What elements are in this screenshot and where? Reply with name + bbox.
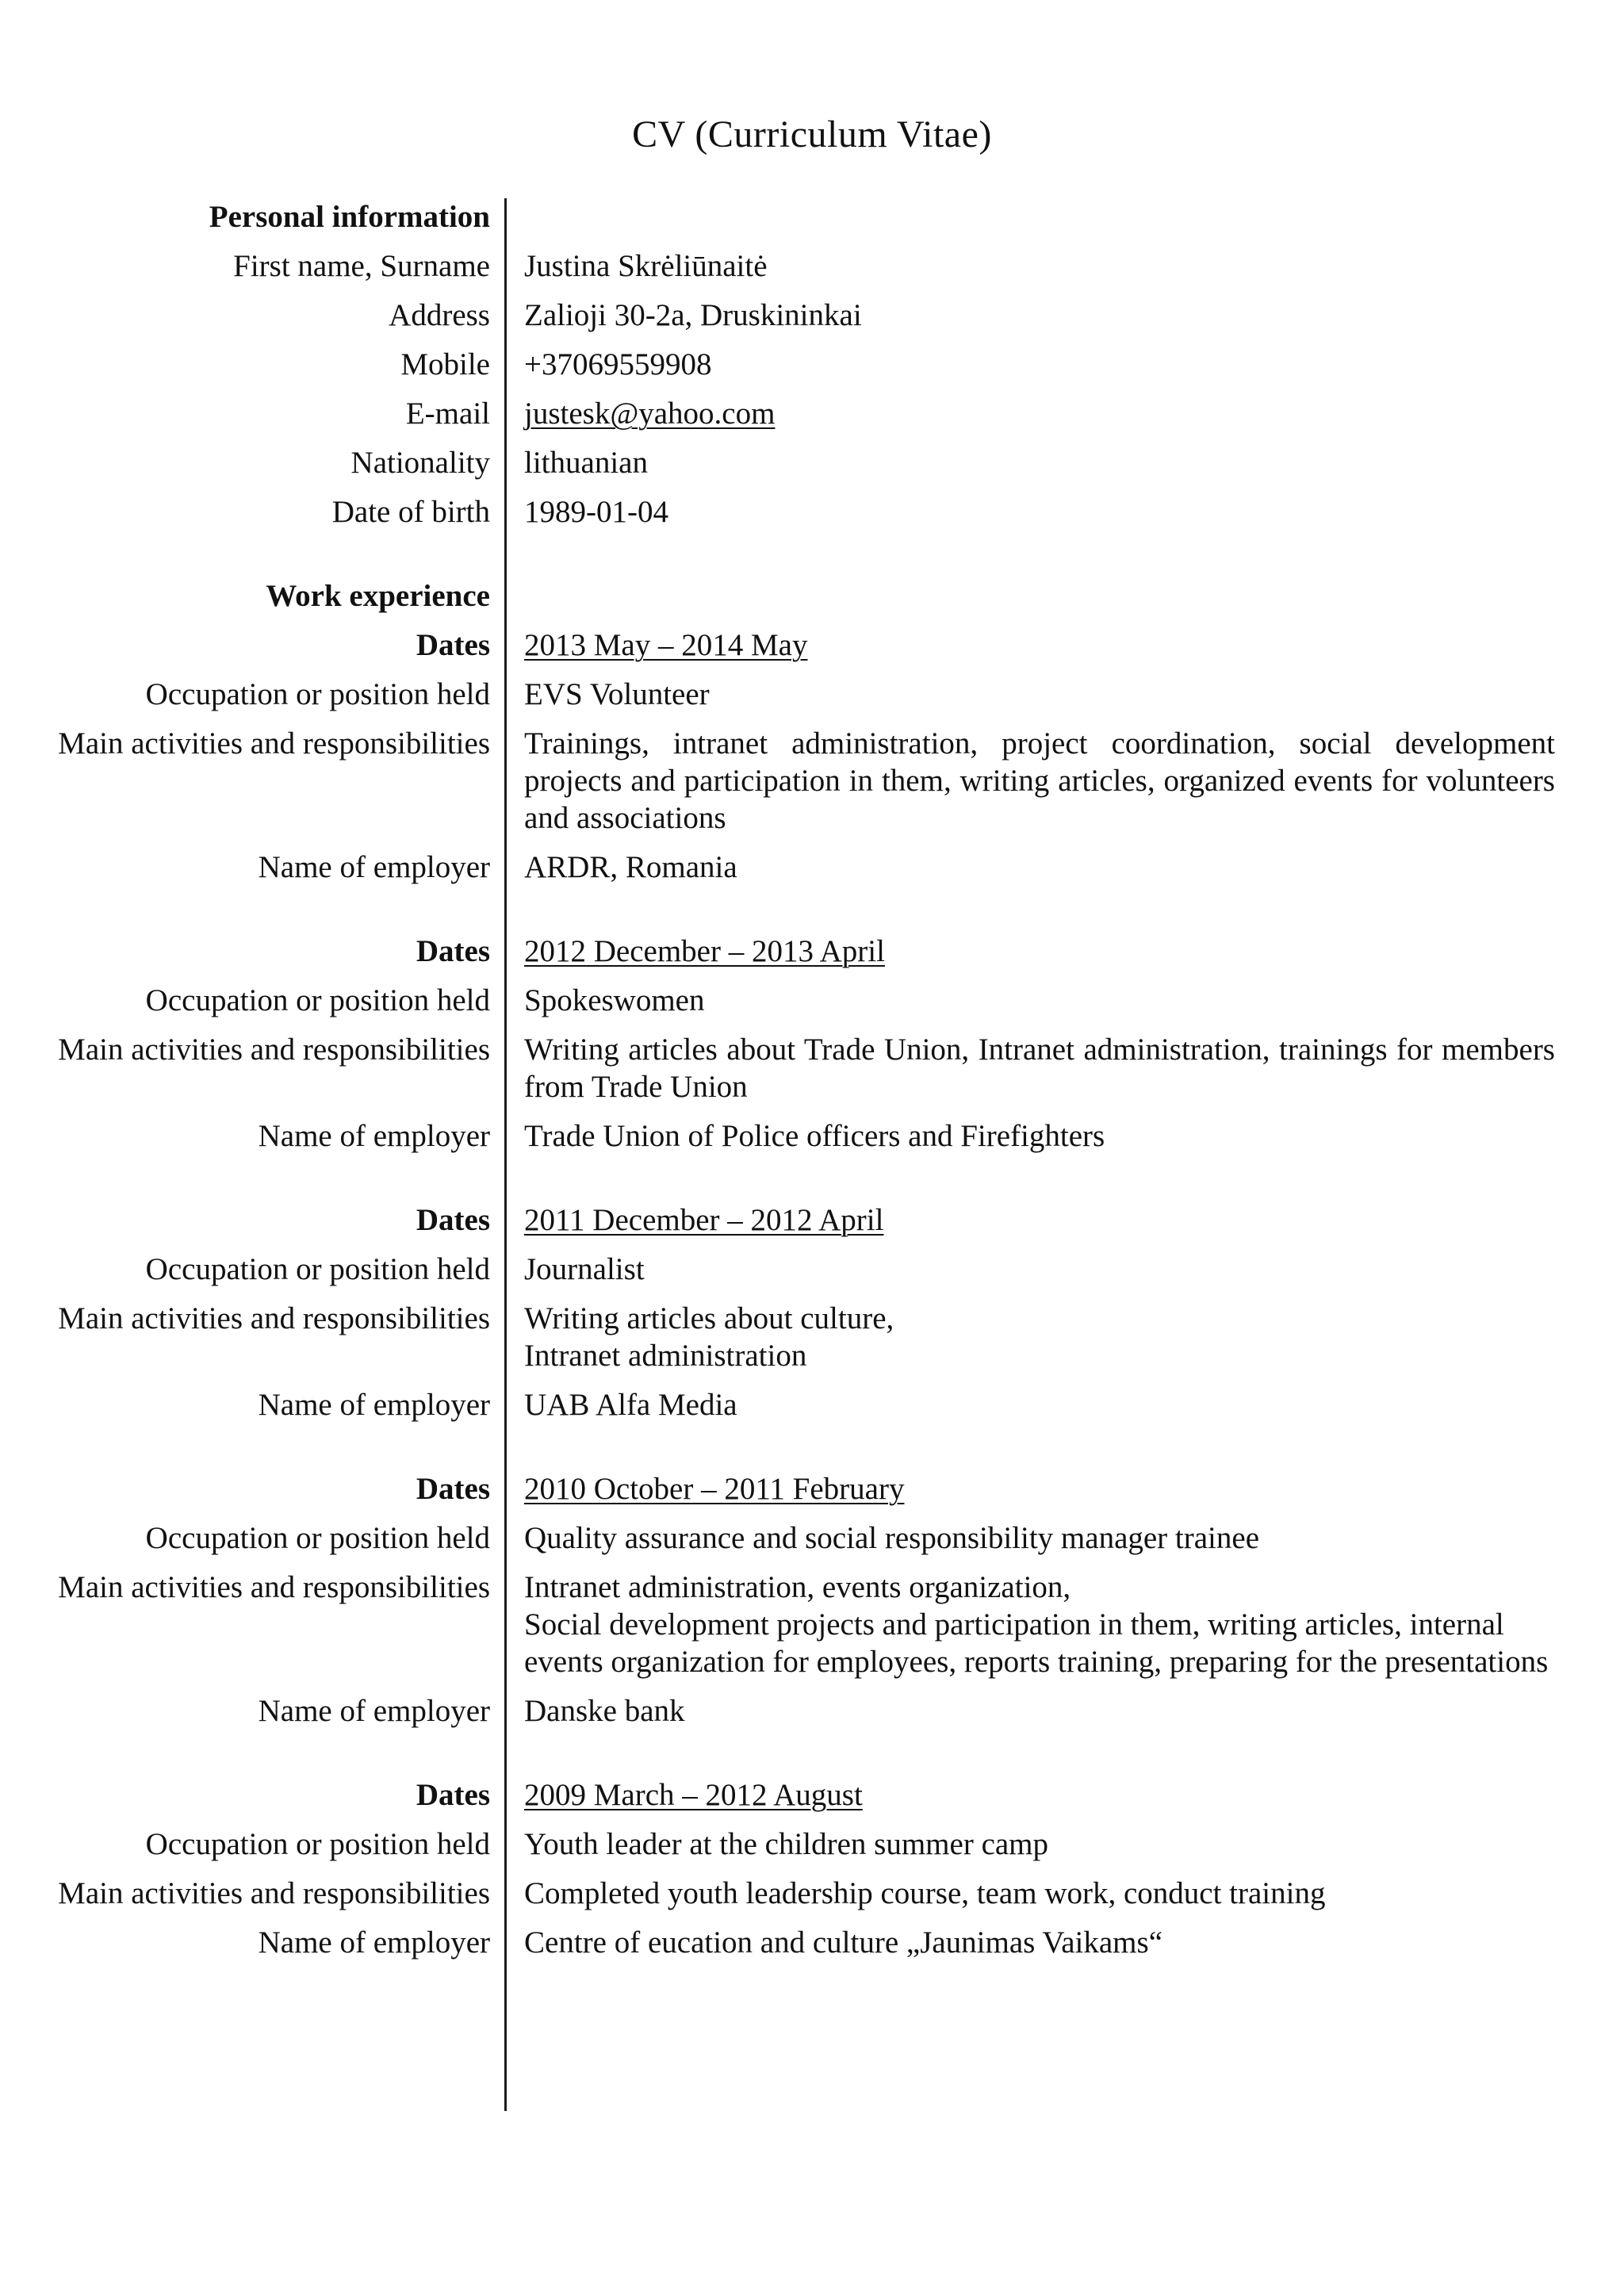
email-link[interactable]: justesk@yahoo.com	[524, 397, 776, 431]
entry-activities: Trainings, intranet administration, project coordination, social development projects and participation in them, writing articles, organized events for volunteers and associations	[524, 726, 1555, 835]
entry-employer-row	[0, 849, 1624, 886]
activities-label: Main activities and responsibilities	[58, 1301, 490, 1335]
occupation-label: Occupation or position held	[145, 1252, 490, 1286]
full-name: Justina Skrėliūnaitė	[524, 249, 768, 283]
entry-dates: 2013 May – 2014 May	[524, 628, 808, 662]
entry-occupation: Quality assurance and social responsibility manager trainee	[524, 1521, 1260, 1555]
dates-label: Dates	[416, 1778, 490, 1812]
personal-heading-row	[0, 198, 1624, 236]
cv-body	[0, 198, 1624, 1961]
entry-dates: 2011 December – 2012 April	[524, 1203, 884, 1237]
entry-occupation-row	[0, 676, 1624, 713]
entry-activities-row	[0, 1875, 1624, 1912]
entry-activities: Intranet administration, events organization, Social development projects and participation in them, writing articles, internal events organization for employees, reports training, preparing for the presentations	[524, 1570, 1549, 1679]
field-label: Nationality	[350, 446, 490, 480]
personal-row-nationality	[0, 444, 1624, 481]
section-heading-personal: Personal information	[209, 200, 490, 234]
occupation-label: Occupation or position held	[145, 983, 490, 1017]
document-title: CV (Curriculum Vitae)	[632, 113, 992, 155]
activities-label: Main activities and responsibilities	[58, 1876, 490, 1910]
occupation-label: Occupation or position held	[145, 1521, 490, 1555]
entry-dates: 2009 March – 2012 August	[524, 1778, 863, 1812]
entry-employer: Danske bank	[524, 1694, 685, 1728]
entry-activities: Writing articles about Trade Union, Intranet administration, trainings for members from Trade Union	[524, 1033, 1555, 1104]
occupation-label: Occupation or position held	[145, 677, 490, 711]
entry-dates: 2012 December – 2013 April	[524, 934, 885, 968]
personal-row-birth	[0, 493, 1624, 531]
personal-row-name	[0, 247, 1624, 285]
activities-label: Main activities and responsibilities	[58, 1570, 490, 1604]
field-label: Date of birth	[331, 495, 490, 529]
entry-activities-row	[0, 1031, 1624, 1105]
dates-label: Dates	[416, 1203, 490, 1237]
entry-employer: UAB Alfa Media	[524, 1388, 737, 1422]
entry-employer-row	[0, 1924, 1624, 1961]
mobile-number: +37069559908	[524, 347, 712, 381]
dates-label: Dates	[416, 1472, 490, 1506]
entry-occupation: EVS Volunteer	[524, 677, 710, 711]
entry-occupation-row	[0, 1251, 1624, 1288]
occupation-label: Occupation or position held	[145, 1827, 490, 1861]
personal-row-address	[0, 297, 1624, 334]
entry-occupation-row	[0, 1826, 1624, 1863]
personal-row-email	[0, 395, 1624, 432]
entry-dates-row	[0, 1201, 1624, 1239]
entry-occupation: Journalist	[524, 1252, 645, 1286]
employer-label: Name of employer	[258, 850, 490, 884]
entry-occupation-row	[0, 982, 1624, 1019]
field-label: Mobile	[400, 347, 490, 381]
employer-label: Name of employer	[258, 1119, 490, 1153]
work-heading-row	[0, 577, 1624, 615]
entry-employer-row	[0, 1117, 1624, 1155]
dates-label: Dates	[416, 934, 490, 968]
entry-dates-row	[0, 1776, 1624, 1814]
activities-label: Main activities and responsibilities	[58, 726, 490, 761]
employer-label: Name of employer	[258, 1694, 490, 1728]
entry-activities-row	[0, 725, 1624, 837]
entry-dates-row	[0, 933, 1624, 970]
entry-employer-row	[0, 1692, 1624, 1730]
entry-occupation: Youth leader at the children summer camp	[524, 1827, 1049, 1861]
section-heading-work: Work experience	[266, 579, 490, 613]
activities-label: Main activities and responsibilities	[58, 1033, 490, 1067]
field-label: E-mail	[405, 397, 490, 431]
entry-activities: Writing articles about culture, Intranet administration	[524, 1301, 894, 1373]
entry-employer: Trade Union of Police officers and Firefighters	[524, 1119, 1105, 1153]
date-of-birth: 1989-01-04	[524, 495, 668, 529]
entry-dates-row	[0, 626, 1624, 664]
employer-label: Name of employer	[258, 1388, 490, 1422]
entry-occupation: Spokeswomen	[524, 983, 705, 1017]
address: Zalioji 30-2a, Druskininkai	[524, 298, 862, 332]
entry-activities: Completed youth leadership course, team work, conduct training	[524, 1876, 1326, 1910]
dates-label: Dates	[416, 628, 490, 662]
entry-dates: 2010 October – 2011 February	[524, 1472, 905, 1506]
entry-activities-row	[0, 1569, 1624, 1680]
field-label: First name, Surname	[233, 249, 490, 283]
entry-employer: ARDR, Romania	[524, 850, 737, 884]
employer-label: Name of employer	[258, 1925, 490, 1960]
entry-employer: Centre of eucation and culture „Jaunimas Vaikams“	[524, 1925, 1163, 1960]
entry-occupation-row	[0, 1519, 1624, 1557]
entry-employer-row	[0, 1386, 1624, 1423]
personal-row-mobile	[0, 346, 1624, 383]
nationality: lithuanian	[524, 446, 648, 480]
entry-activities-row	[0, 1300, 1624, 1374]
field-label: Address	[389, 298, 490, 332]
entry-dates-row	[0, 1470, 1624, 1508]
